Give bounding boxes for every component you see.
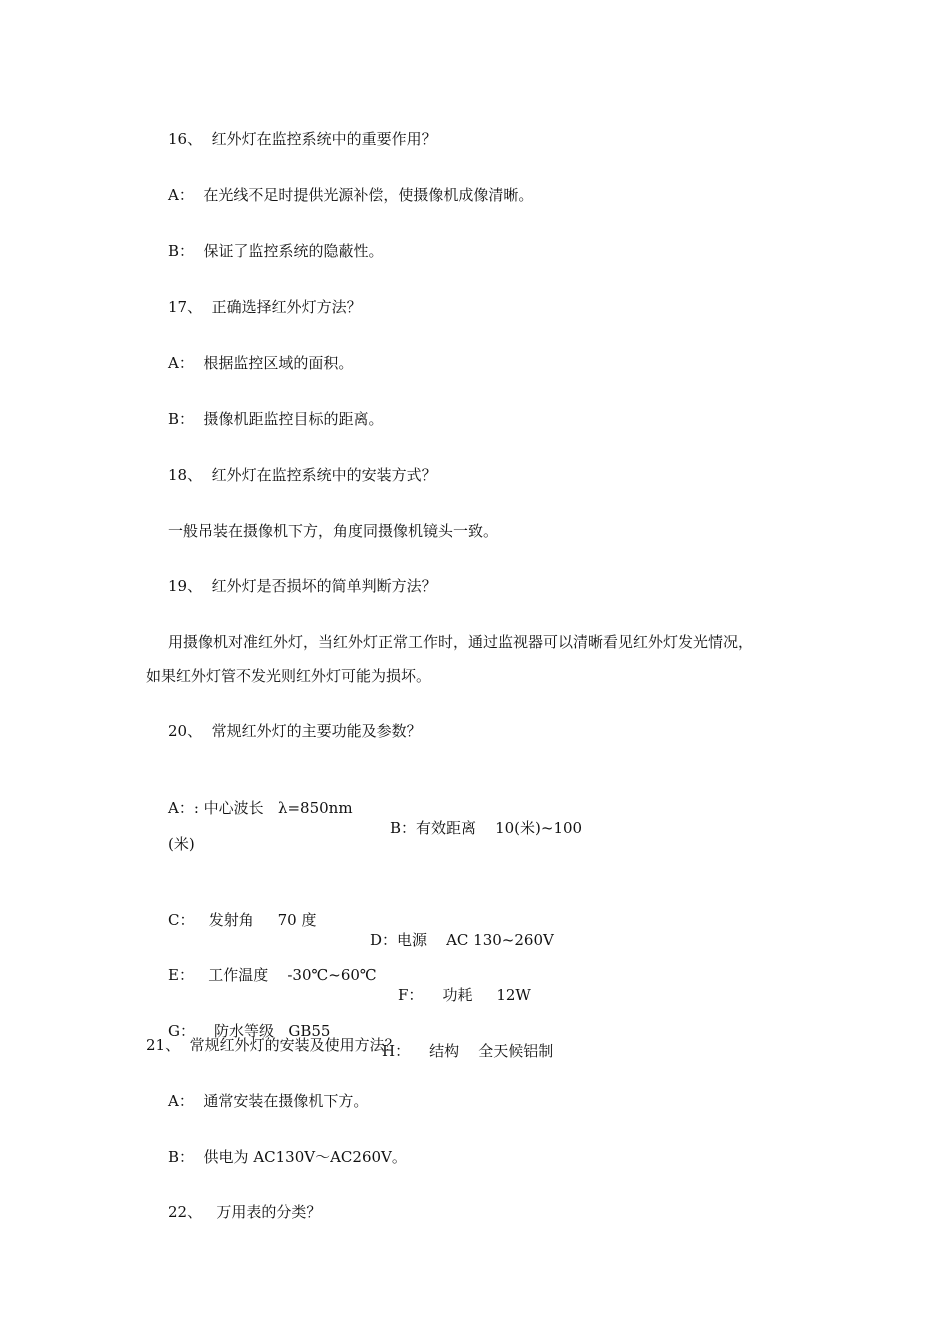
- question-21: 21、 常规红外灯的安装及使用方法？: [146, 1036, 400, 1054]
- answer-19-line-1: 用摄像机对准红外灯，当红外灯正常工作时，通过监视器可以清晰看见红外灯发光情况，: [168, 633, 754, 651]
- answer-16-a: A： 在光线不足时提供光源补偿，使摄像机成像清晰。: [168, 186, 534, 204]
- param-h: H： 结构 全天候铝制: [382, 1042, 554, 1060]
- answer-18: 一般吊装在摄像机下方，角度同摄像机镜头一致。: [168, 522, 499, 540]
- question-20: 20、 常规红外灯的主要功能及参数？: [168, 722, 422, 740]
- param-c: C： 发射角 70 度: [168, 911, 317, 929]
- question-22: 22、 万用表的分类？: [168, 1203, 322, 1221]
- answer-21-b: B： 供电为 AC130V～AC260V。: [168, 1148, 407, 1166]
- param-b: B：有效距离 10(米)~100: [390, 819, 583, 837]
- question-16: 16、 红外灯在监控系统中的重要作用？: [168, 130, 437, 148]
- param-g: G： 防水等级 GB55: [168, 1022, 331, 1040]
- answer-17-b: B： 摄像机距监控目标的距离。: [168, 410, 384, 428]
- question-17: 17、 正确选择红外灯方法？: [168, 298, 362, 316]
- answer-16-b: B： 保证了监控系统的隐蔽性。: [168, 242, 384, 260]
- param-b-continued: (米): [168, 835, 195, 853]
- answer-17-a: A： 根据监控区域的面积。: [168, 354, 354, 372]
- param-f: F： 功耗 12W: [398, 986, 531, 1004]
- question-19: 19、 红外灯是否损坏的简单判断方法？: [168, 577, 437, 595]
- param-row-ab: [168, 778, 628, 858]
- answer-21-a: A： 通常安装在摄像机下方。: [168, 1092, 369, 1110]
- question-18: 18、 红外灯在监控系统中的安装方式？: [168, 466, 437, 484]
- param-a: A：: 中心波长 λ=850nm: [168, 799, 353, 817]
- param-d: D：电源 AC 130~260V: [370, 931, 554, 949]
- answer-19-line-2: 如果红外灯管不发光则红外灯可能为损坏。: [146, 667, 432, 685]
- param-e: E： 工作温度 -30℃~60℃: [168, 966, 377, 984]
